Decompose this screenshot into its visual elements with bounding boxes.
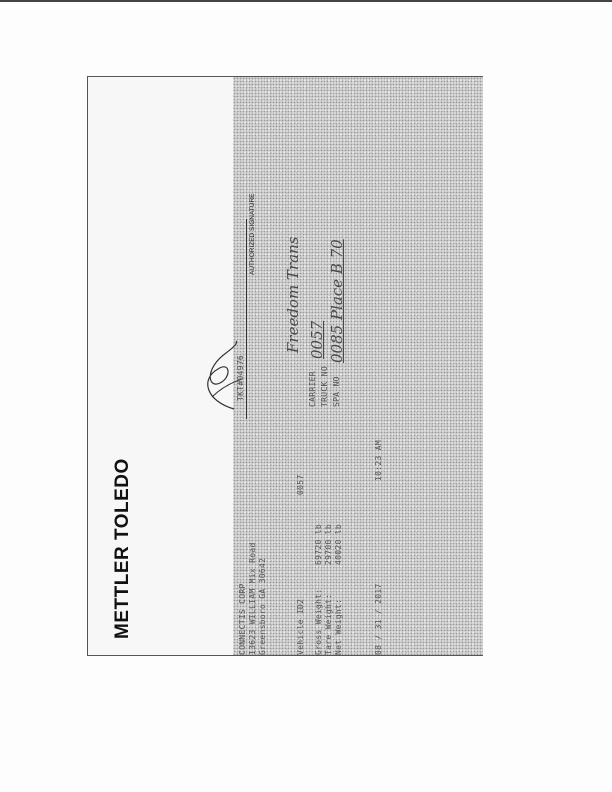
- ticket-number: TKT#04976: [236, 354, 245, 401]
- signature-line: [246, 219, 247, 419]
- weight-ticket: [87, 76, 483, 656]
- tare-weight-label: Tare Weight:: [324, 593, 333, 655]
- ticket-printed-area: [233, 77, 483, 655]
- mettler-toledo-logo: METTLER TOLEDO: [112, 458, 133, 639]
- spa-no-label: SPA NO: [332, 376, 341, 407]
- vehicle-label: Vehicle ID2: [296, 598, 305, 655]
- company-city: Greensboro GA 30642: [258, 557, 267, 655]
- spa-no-handwritten: 0085 Place B 70: [328, 239, 346, 363]
- vehicle-value: 0057: [296, 474, 305, 495]
- authorized-signature-label: AUTHORIZED SIGNATURE: [249, 193, 256, 275]
- top-border-line: [0, 0, 612, 2]
- gross-weight-value: 69720 lb: [314, 524, 323, 565]
- ticket-date: 08 / 31 / 2017: [374, 583, 383, 655]
- net-weight-label: Net Weight:: [334, 598, 343, 655]
- truck-no-label: TRUCK NO: [320, 366, 329, 407]
- company-name: CONNECTIS CORP: [238, 583, 247, 655]
- ticket-time: 10:23 AM: [374, 440, 383, 481]
- carrier-label: CARRIER: [308, 371, 317, 407]
- gross-weight-label: Gross Weight:: [314, 588, 323, 655]
- truck-no-handwritten: 0057: [308, 320, 326, 359]
- tare-weight-value: 29700 lb: [324, 524, 333, 565]
- carrier-handwritten: Freedom Trans: [284, 236, 302, 353]
- net-weight-value: 40020 lb: [334, 524, 343, 565]
- company-address: 13623 WILLIAM Mix Road: [248, 542, 257, 655]
